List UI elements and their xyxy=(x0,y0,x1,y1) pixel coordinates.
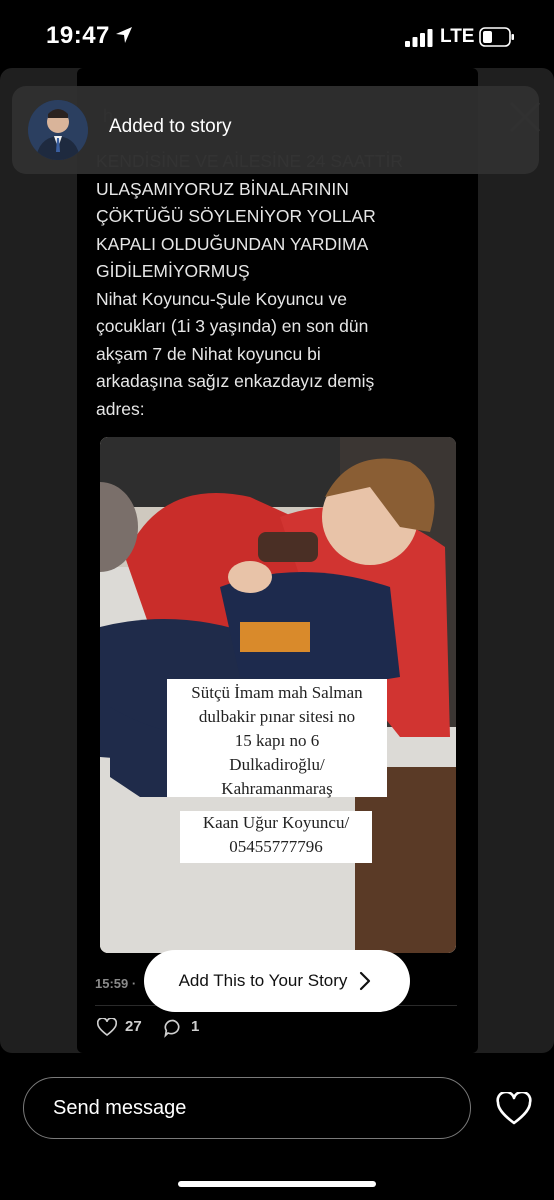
reply-bubble-icon[interactable] xyxy=(163,1018,183,1038)
added-to-story-toast xyxy=(12,86,539,174)
heart-icon[interactable] xyxy=(496,1092,532,1126)
network-type: LTE xyxy=(440,26,475,47)
tweet-body xyxy=(96,148,476,423)
reply-count: 1 xyxy=(191,1018,200,1035)
like-count: 27 xyxy=(125,1018,142,1035)
add-to-story-button[interactable] xyxy=(144,950,410,1012)
battery-icon xyxy=(479,27,515,47)
add-to-story-label: Add This to Your Story xyxy=(178,971,348,990)
clock: 19:47 xyxy=(46,22,110,49)
tweet-timestamp: 15:59 · xyxy=(95,976,137,991)
send-message-input[interactable] xyxy=(23,1077,471,1139)
status-bar xyxy=(0,0,554,70)
home-indicator[interactable] xyxy=(178,1181,376,1187)
tweet-body-text: ULAŞAMIYORUZ BİNALARININ ÇÖKTÜĞÜ SÖYLENİYOR YOLLAR KAPALI OLDUĞUNDAN YARDIMA GİDİLEMİYORMUŞ Nihat Koyuncu-Şule Koyuncu ve çocukları (1i 3 yaşında) en son dün akşam 7 de Nihat koyuncu bi arkadaşına sağız enkazdayız demiş adres: xyxy=(96,178,376,419)
tweet-card[interactable] xyxy=(77,68,478,1053)
chevron-right-icon xyxy=(359,971,371,991)
toast-message: Added to story xyxy=(109,116,232,137)
send-message-placeholder: Send message xyxy=(53,1097,187,1119)
signal-bars-icon xyxy=(405,29,433,47)
tweet-photo[interactable] xyxy=(100,437,456,953)
profile-photo-icon xyxy=(28,100,88,160)
address-text: Sütçü İmam mah Salman dulbakir pınar sitesi no 15 kapı no 6 Dulkadiroğlu/ Kahramanmaraş xyxy=(191,683,363,798)
photo-caption-contact xyxy=(180,811,372,863)
like-heart-icon[interactable] xyxy=(97,1018,117,1037)
contact-text: Kaan Uğur Koyuncu/ 05455777796 xyxy=(202,813,350,856)
avatar xyxy=(28,100,88,160)
photo-caption-address xyxy=(167,679,387,797)
location-arrow-icon xyxy=(114,25,134,45)
